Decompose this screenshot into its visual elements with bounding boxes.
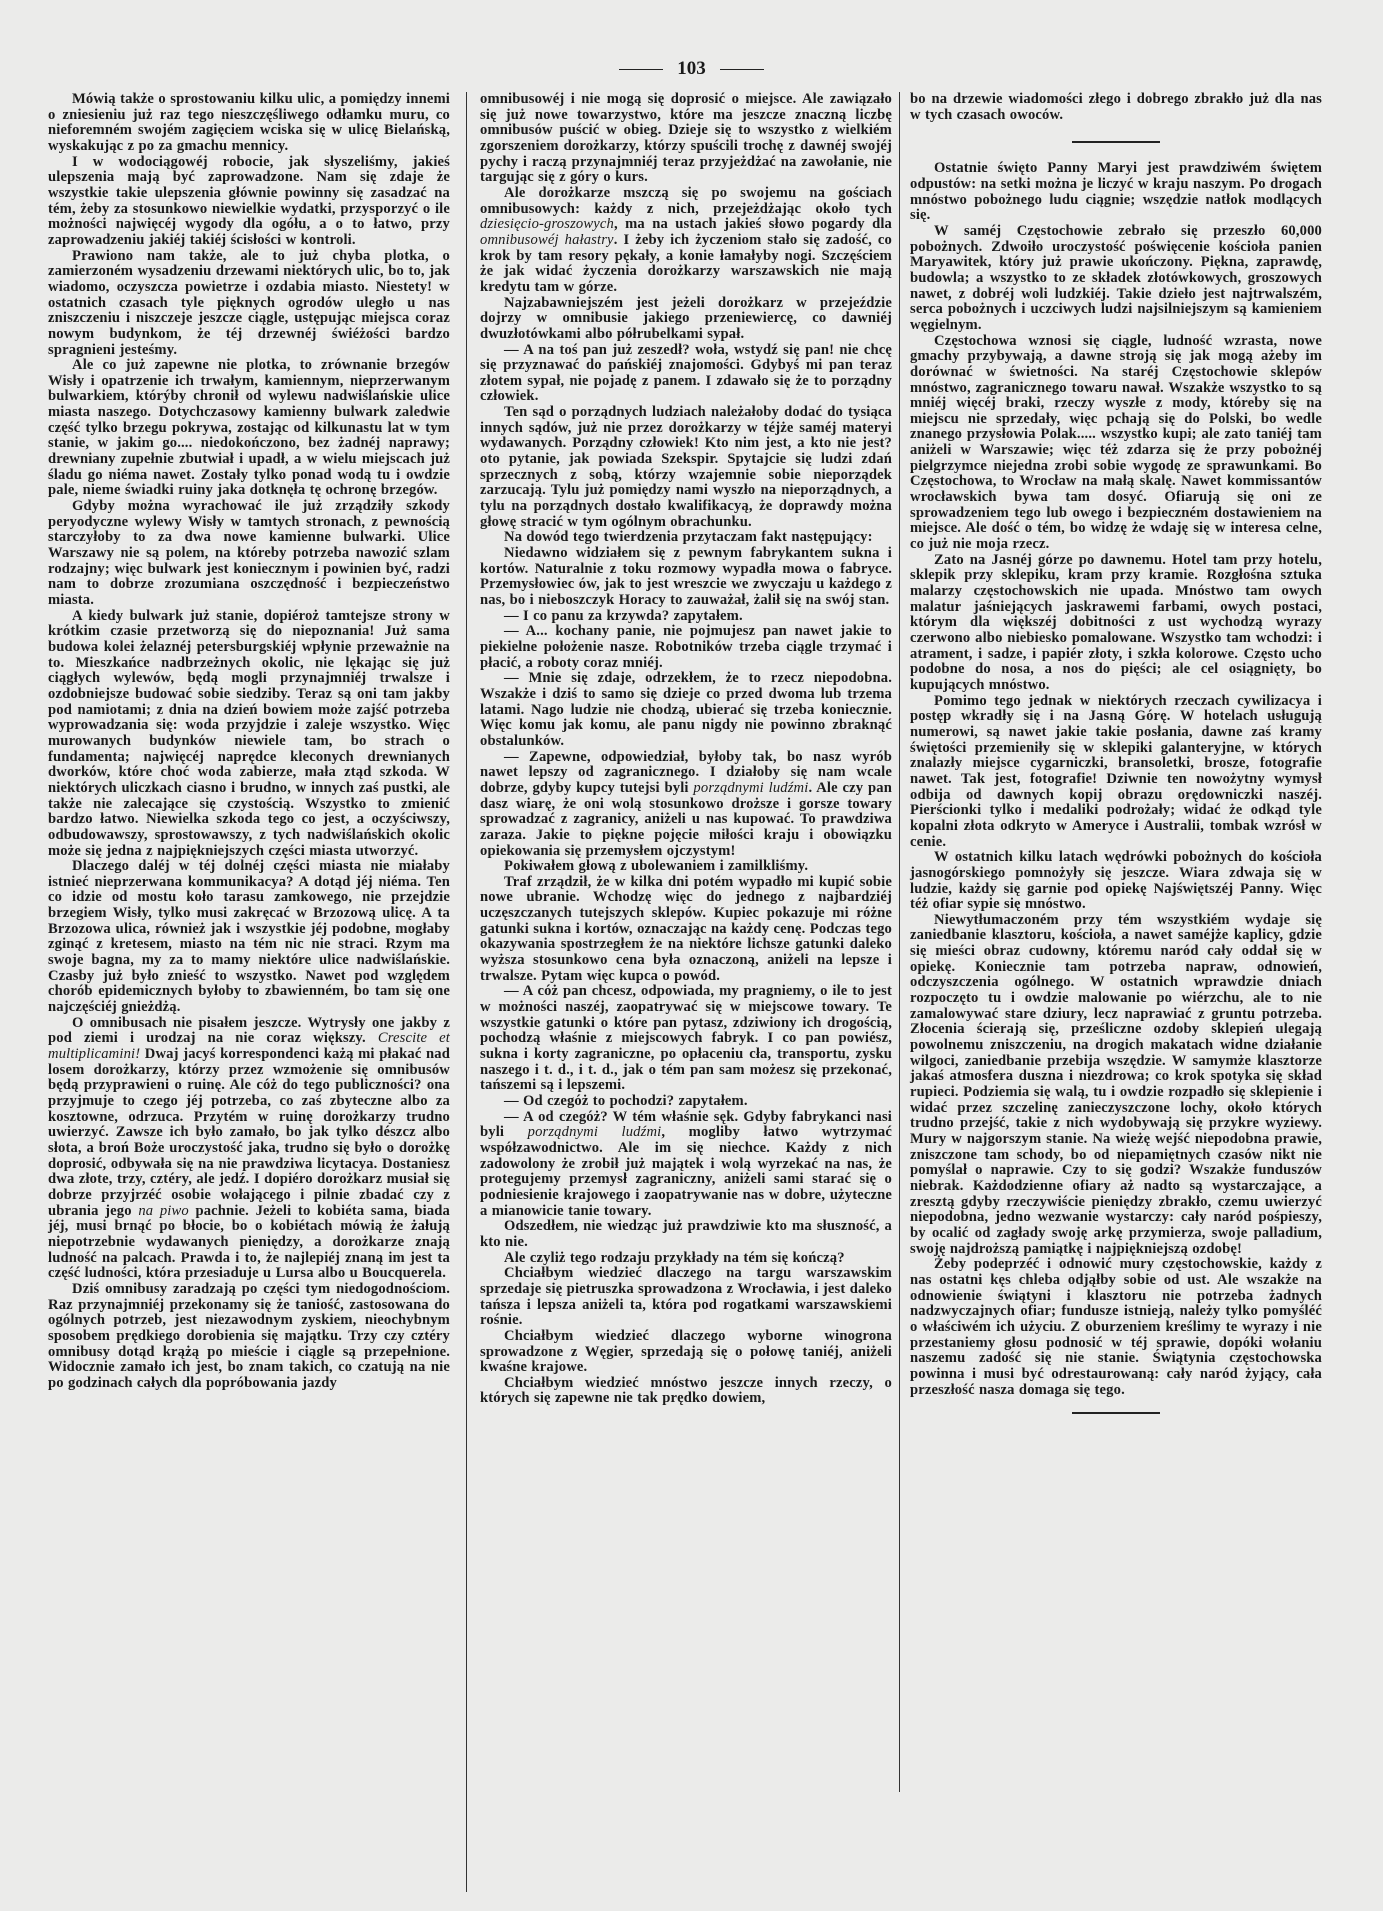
paragraph-text: — I co panu za krzywda? zapytałem. bbox=[504, 607, 743, 624]
article-paragraph bbox=[48, 609, 450, 860]
italic-text: Crescite et multiplicamini! bbox=[48, 1030, 450, 1063]
italic-text: dziesięcio-groszowych bbox=[480, 216, 614, 233]
article-paragraph bbox=[910, 334, 1322, 553]
page-number: 103 bbox=[677, 58, 706, 79]
article-paragraph bbox=[910, 1257, 1322, 1398]
article-paragraph bbox=[48, 155, 450, 249]
paragraph-text: Mówią także o sprostowaniu kilku ulic, a pomiędzy innemi o zniesieniu już raz tego nieszczęśliwego odłamku muru, co nieforemném swojém zagięciem wciska się w ulicę Bielańską, wyskakując z po za gmachu mennicy. bbox=[48, 91, 450, 154]
paragraph-text: Traf zrządził, że w kilka dni potém wypadło mi kupić sobie nowe ubranie. Wchodzę więc do jednego z najbardziéj uczęszczanych tutejszych sklepów. Kupiec pokazuje mi różne gatunki sukna i kortów, oznaczając na każdy cenę. Podczas tego okazywania spostrzegłem że na niektóre lichsze gatunki daleko wyższa stosunkowo cena była oznaczoną, aniżeli na lepsze i trwalsze. Pytam więc kupca o powód. bbox=[480, 873, 892, 984]
paragraph-text: Dziś omnibusy zaradzają po części tym niedogodnościom. Raz przynajmniéj przekonamy się że taniość, zastosowana do ogólnych potrzeb, jest niezawodnym zyskiem, nieochybnym sposobem prędkiego dorobienia się majątku. Trzy czy cztéry omnibusy dotąd krążą po mieście i ciągle są przepełnione. Widocznie zamało ich jest, bo znam takich, co czatują na nie po godzinach całych dla popróbowania jazdy bbox=[48, 1280, 450, 1391]
article-paragraph bbox=[480, 1329, 892, 1376]
paragraph-text: Chciałbym wiedzieć mnóstwo jeszcze innych rzeczy, o których się zapewne nie tak prędko dowiem, bbox=[480, 1374, 892, 1407]
article-paragraph bbox=[480, 984, 892, 1094]
paragraph-text: Niewytłumaczoném przy tém wszystkiém wydaje się zaniedbanie klasztoru, kościoła, a nawet saméjże kaplicy, gdzie się mieści obraz cudowny, któremu naród cały oddał się w opiekę. Koniecznie tam potrzeba napraw, odnowień, odczyszczenia ogólnego. W ostatnich wprawdzie dniach rozpoczęto tu i owdzie malowanie po wiérzchu, ale to nie zamalowywać stare dziury, lecz naprawiać z gruntu potrzeba. Złocenia ścierają się, prześliczne ozdoby sklepień ulegają powolnemu zniszczeniu, na drogich makatach widne działanie wilgoci, zaniedbanie przebija wszędzie. W samymże klasztorze jakaś atmosfera duszna i niezdrowa; co krok spotyka się skład rupieci. Podziemia się walą, tu i owdzie rozpadło się sklepienie i widać przez szczelinę zanieczyszczone lochy, około których trudno przejść, takie z nich wydobywają się przykre wyziewy. Mury w najgorszym stanie. Na wieżę wejść niepodobna prawie, zniszczone tam schody, bo od niepamiętnych czasów nikt nie pomyślał o naprawie. Czy to się godzi? Wszakże funduszów niebrak. Każdodzienne ofiary aż nadto są wystarczające, a zresztą gdyby rzeczywiście pieniędzy zbrakło, czemu uwierzyć niepodobna, jedno wezwanie wystarczy: cały naród pośpieszy, by ocalić od zagłady swoję arkę przymierza, swoje palladium, swoję najdroższą pamiątkę i najpiękniejszą ozdobę! bbox=[910, 911, 1322, 1257]
text-column-2 bbox=[480, 92, 892, 1407]
article-paragraph bbox=[480, 405, 892, 530]
end-divider bbox=[1072, 1412, 1160, 1414]
paragraph-text: I w wodociągowéj robocie, jak słyszeliśmy, jakieś ulepszenia mają być zaprowadzone. Nam się zdaje że wszystkie takie ulepszenia głównie powinny się zasadzać na tém, żeby za stosunkowo niewielkie wydatki, przysporzyć o ile możności najwięcéj wygody dla ogółu, a o to łatwo, przy zaprowadzeniu jakiéj takiéj ścisłości w kontroli. bbox=[48, 153, 450, 248]
article-paragraph bbox=[910, 224, 1322, 334]
italic-text: porządnymi ludźmi bbox=[693, 779, 809, 796]
article-paragraph bbox=[48, 499, 450, 609]
paragraph-text: Odszedłem, nie wiedząc już prawdziwie kto ma słuszność, a kto nie. bbox=[480, 1218, 892, 1250]
article-paragraph bbox=[48, 1016, 450, 1282]
article-paragraph bbox=[910, 92, 1322, 123]
paragraph-text: A kiedy bulwark już stanie, dopiéroż tamtejsze strony w krótkim czasie przetworzą się do niepoznania! Już sama budowa kolei żelaznéj petersburgskiéj wpłynie przeważnie na to. Mieszkańce nadbrzeżnych okolic, nie lękając się już ciągłych wylewów, będą mogli przynajmniéj trwalsze i ozdobniejsze budować sobie siedziby. Teraz są oni tam jakby pod namiotami; z dnia na dzień bowiem może zajść potrzeba wyprowadzania się: woda przyjdzie i zaleje wszystko. Więc murowanych budynków niewiele tam, bo strach o fundamenta; najwięcéj naprędce kleconych drewnianych dworków, które choć woda zabierze, mała ztąd szkoda. W niektórych uliczkach ciasno i brudno, w innych zaś pustki, ale także nie zalecające się czystością. Wszystko to zmienić bardzo łatwo. Niewielka szkoda tego co jest, a oczyściwszy, odbudowawszy, sprostowawszy, z tych nadwiślańskich okolic może się jedna z najpiękniejszych części miasta utworzyć. bbox=[48, 607, 450, 859]
paragraph-text: . I żeby ich życzeniom stało się zadość, co krok by tam resory pękały, a konie łamałyby nogi. Szczęściem że jak widać życzenia dorożkarzy warszawskich nie mają kredytu tam w górze. bbox=[480, 231, 892, 295]
article-paragraph bbox=[480, 1094, 892, 1110]
paragraph-text: — A od czegóż? W tém właśnie sęk. Gdyby fabrykanci nasi byli bbox=[480, 1108, 892, 1141]
paragraph-text: Dlaczego daléj w téj dolnéj części miasta nie miałaby istnieć nieprzerwana kommunikacya? A dotąd jéj niéma. Ten co idzie od mostu koło tarasu zamkowego, nie przejdzie brzegiem Wisły, tylko musi zakręcać w Brzozową ulicę. A ta Brzozowa ulica, również jak i wszystkie jéj podobne, mogłaby zginąć z kretesem, miasto na tém nic nie straci. Rzym ma swoje bagna, my za to mamy niektóre ulice nadwiślańskie. Czasby już było znieść to wszystko. Nawet pod względem chorób epidemicznych byłoby to zbawienném, bo tam się one najczęściéj gnieżdżą. bbox=[48, 858, 450, 1016]
text-column-3 bbox=[910, 92, 1322, 1432]
article-paragraph bbox=[910, 850, 1322, 913]
article-paragraph bbox=[480, 343, 892, 406]
paragraph-text: — Od czegóż to pochodzi? zapytałem. bbox=[504, 1093, 748, 1109]
article-paragraph bbox=[480, 1110, 892, 1220]
article-paragraph bbox=[480, 1376, 892, 1407]
article-paragraph bbox=[48, 249, 450, 359]
paragraph-text: — Mnie się zdaje, odrzekłem, że to rzecz niepodobna. Wszakże i dziś to samo się dzieje co przed dwoma lub trzema latami. Nago ludzie nie chodzą, ubierać się trzeba koniecznie. Więc komu jak komu, ale panu nigdy nie powinno zbraknąć obstalunków. bbox=[480, 670, 892, 749]
article-paragraph bbox=[480, 859, 892, 875]
paragraph-text: W saméj Częstochowie zebrało się przeszło 60,000 pobożnych. Zdwoiło uroczystość poświęcenie kościoła panien Maryawitek, który już prawie ukończony. Piękna, zaprawdę, budowla; a wszystko to ze składek złotówkowych, groszowych nawet, z dobréj woli ludzkiéj. Takie dzieło jest najtrwalszém, serca pobożnych i uczciwych ludzi najsilniejszym są kamieniem węgielnym. bbox=[910, 222, 1322, 333]
paragraph-text: Chciałbym wiedzieć dlaczego wyborne winogrona sprowadzone z Węgier, sprzedają się o połowę taniéj, aniżeli kwaśne krajowe. bbox=[480, 1327, 892, 1376]
paragraph-text: pachnie. Jeżeli to kobiéta sama, biada jéj, musi brnąć po błocie, bo o kobiétach mówią że żałują niepotrzebnie wydawanych pieniędzy, a dorożkarze znają ludność na palcach. Prawda i to, że najlepiéj znaną im jest ta część ludności, która przesiaduje u Lursa albo u Boucquerela. bbox=[48, 1202, 451, 1282]
article-paragraph bbox=[48, 92, 450, 155]
article-paragraph bbox=[480, 875, 892, 985]
paragraph-text: . Ale czy pan dasz wiarę, że oni wolą stosunkowo droższe i gorsze towary sprowadzać z zagranicy, aniżeli u nas kupować. To prawdziwa zaraza. Jakie to piękne pojęcie miłości kraju i obowiązku opiekowania się przemysłem ojczystym! bbox=[480, 779, 893, 859]
article-paragraph bbox=[48, 1282, 450, 1392]
article-paragraph bbox=[480, 186, 892, 296]
article-paragraph bbox=[910, 694, 1322, 851]
paragraph-text: Pomimo tego jednak w niektórych rzeczach cywilizacya i postęp wkradły się i na Jasną Górę. W hotelach usługują numerowi, są nawet jakie takie posłania, dawne zaś kramy świętości przemieniły się w sklepiki galanteryjne, w których znalazły miejsce cygarniczki, bransoletki, brosze, fotografie nawet. Tak jest, fotografie! Dziwnie ten nowożytny wymysł odbija od dawnych kopij obrazu orędowniczki naszéj. Pierścionki tylko i medaliki podrożały; widać że odkąd tyle kopalni złota odkryto w Ameryce i Australii, tombak wzrósł w cenie. bbox=[910, 692, 1322, 850]
article-paragraph bbox=[910, 161, 1322, 224]
paragraph-text: Najzabawniejszém jest jeżeli dorożkarz w przejeździe dojrzy w omnibusie jakiego przeniewiercę, co dawniéj dwuzłotówkami albo półrubelkami sypał. bbox=[480, 294, 892, 342]
article-paragraph bbox=[480, 750, 892, 860]
article-paragraph bbox=[48, 358, 450, 499]
article-paragraph bbox=[480, 1219, 892, 1250]
article-paragraph bbox=[480, 1251, 892, 1267]
paragraph-text: , mogliby łatwo wytrzymać współzawodnictwo. Ale im się niechce. Każdy z nich zadowolony że zrobił już majątek i wolą wyrzekać na nas, że protegujemy przemysł zagraniczny, aniżeli sami starać się o podniesienie krajowego i zaopatrywanie nas w dobre, użyteczne a mianowicie tanie towary. bbox=[480, 1124, 892, 1219]
paragraph-text: Pokiwałem głową z ubolewaniem i zamilkliśmy. bbox=[504, 858, 809, 875]
paragraph-text: Gdyby można wyrachować ile już zrządziły szkody peryodyczne wylewy Wisły w tamtych stronach, z pewnością starczyłoby to za dwa nowe kamienne bulwarki. Ulice Warszawy nie są polem, na któreby potrzeba nawozić szlam rodzajny; więc bulwark jest koniecznym i powinien być, radzi nam to dobrze zrozumiana oszczędność i bezpieczeństwo miasta. bbox=[48, 498, 450, 608]
paragraph-text: Ten sąd o porządnych ludziach należałoby dodać do tysiąca innych sądów, już nie przez dorożkarzy w téjże saméj materyi wydawanych. Porządny człowiek! Kto nim jest, a kto nie jest? oto pytanie, jak powiada Szekspir. Spytajcie się ludzi zdań sprzecznych z sobą, którzy wzajemnie sobie nieporządek zarzucają. Tylu już pomiędzy nami wyszło na nieporządnych, a tylu na porządnych dostało kwalifikacyą, że doprawdy można głowę stracić w tym ogólnym obrachunku. bbox=[480, 404, 892, 530]
column-divider-2 bbox=[899, 92, 900, 1792]
article-paragraph bbox=[480, 624, 892, 671]
header-dash-left bbox=[619, 69, 663, 70]
paragraph-text: O omnibusach nie pisałem jeszcze. Wytrysły one jakby z pod ziemi i urodzaj na nie coraz większy. bbox=[48, 1014, 450, 1047]
article-paragraph bbox=[48, 859, 450, 1016]
paragraph-text: Chciałbym wiedzieć dlaczego na targu warszawskim sprzedaje się pietruszka sprowadzona z Wrocławia, i jest daleko tańsza i lepsza aniżeli ta, która pod rogatkami warszawskiemi rośnie. bbox=[480, 1265, 892, 1329]
article-paragraph bbox=[480, 609, 892, 625]
article-paragraph bbox=[910, 553, 1322, 694]
italic-text: porządnymi ludźmi bbox=[527, 1124, 662, 1141]
article-paragraph bbox=[480, 530, 892, 546]
paragraph-text: Prawiono nam także, ale to już chyba plotka, o zamierzoném wysadzeniu drzewami niektórych ulic, bo to, jak wiadomo, oczyszcza powietrze i ozdabia miasto. Niestety! w ostatnich czasach tyle pięknych ogrodów uległo u nas zniszczeniu i niszczeje jeszcze ciągle, ustępując miejsca coraz nowym budynkom, że téj drzewnéj świéżości bardzo spragnieni jesteśmy. bbox=[48, 247, 450, 358]
paragraph-text: Ale czyliż tego rodzaju przykłady na tém się kończą? bbox=[504, 1249, 845, 1266]
column-divider-1 bbox=[466, 92, 467, 1892]
paragraph-text: , ma na ustach jakieś słowo pogardy dla bbox=[613, 216, 892, 233]
italic-text: omnibusowéj hałastry bbox=[480, 231, 614, 248]
paragraph-text: omnibusowéj i nie mogą się doprosić o miejsce. Ale zawiązało się już nowe towarzystwo, które ma jeszcze znaczną liczbę omnibusów puścić w obieg. Dzieje się to wszystko z wielkiém zgorszeniem dorożkarzy, którzy spuścili trochę z dawnéj swojéj pychy i raczą przynajmniéj teraz przyjeżdżać na zawołanie, nie targując się z góry o kurs. bbox=[480, 91, 892, 186]
paragraph-text: — A... kochany panie, nie pojmujesz pan nawet jakie to piekielne położenie nasze. Robotników trzeba ciągle trzymać i płacić, a roboty coraz mniéj. bbox=[480, 623, 892, 671]
paragraph-text: Częstochowa wznosi się ciągle, ludność wzrasta, nowe gmachy przybywają, a dawne stroją się jak mogą ażeby im dorównać w świetności. Na staréj Częstochowie sklepów mnóstwo, zagranicznego towaru nawał. Wszakże wszystko to są mniéj więcéj braki, rzeczy wyszłe z mody, któreby się na miejscu nie sprzedały, więc pchają się do Polski, bo wedle znanego przysłowia Polak..... wszystko kupi; ale zato taniéj tam aniżeli w Warszawie; więc téż zdarza się że przy pobożnéj pielgrzymce niejedna zrobi sobie wygodę ze sprawunkami. Bo Częstochowa, to Wrocław na małą skalę. Nawet kommissantów wrocławskich bywa tam dosyć. Ofiarują się oni ze sprowadzeniem tego lub owego i bezpieczném dostawieniem na miejsce. Ale dość o tém, bo widzę że wdaję się w interesa celne, co już nie moja rzecz. bbox=[910, 332, 1322, 553]
article-paragraph bbox=[480, 546, 892, 609]
paragraph-text: Ale co już zapewne nie plotka, to zrównanie brzegów Wisły i opatrzenie ich trwałym, kamiennym, nieprzerwanym bulwarkiem, którýby chronił od wylewu nadwiślańskie ulice miasta naszego. Dotychczasowy kamienny bulwark zaledwie część tylko brzegu pokrywa, zostając od kilkunastu lat w tym stanie, w jakim go.... niedokończono, bez żadnéj naprawy; drewniany zupełnie zbutwiał i upadł, a w wielu miejscach już śladu go niéma nawet. Zostały tylko ponad wodą tu i owdzie pale, nieme świadki ruiny jaka dotknęła tę ochronę brzegów. bbox=[48, 357, 450, 499]
paragraph-text: Dwaj jacyś korrespondenci każą mi płakać nad losem dorożkarzy, którzy przez wzmożenie się omnibusów będą przyprawieni o ruinę. Ale cóż do tego publiczności? ona przyjmuje to czego jéj potrzeba, co zaś zbyteczne albo za kosztowne, odrzuca. Przytém w ruinę dorożkarzy trudno uwierzyć. Zawsze ich było zamało, bo jak tylko dészcz albo słota, a broń Boże uroczystość jaka, trudno się było o dorożkę doprosić, odbywała się na nie prawdziwa licytacya. Dostaniesz dwa złote, trzy, cztéry, ale jedź. I dopiéro dorożkarz musiał się dobrze przyjrzéć osobie wołającego i pilnie zbadać czy z ubrania jego bbox=[48, 1046, 450, 1219]
paragraph-text: Na dowód tego twierdzenia przytaczam fakt następujący: bbox=[504, 529, 873, 546]
paragraph-text: Żeby podeprzéć i odnowić mury częstochowskie, każdy z nas ostatni kęs chleba odjąłby sobie od ust. Ale wszakże na odnowienie świątyni i klasztoru nie potrzeba żadnych nadzwyczajnych ofiar; fundusze istnieją, należy tylko pomyśléć o właściwém ich użyciu. Z oburzeniem kreślimy te wyrazy i nie przestaniemy głosu podnosić w téj sprawie, dopóki wołaniu naszemu zadość się nie stanie. Świątynia częstochowska powinna i musi być odrestaurowaną: cały naród żyjący, cała przeszłość nasza domaga się tego. bbox=[910, 1256, 1322, 1398]
paragraph-text: W ostatnich kilku latach wędrówki pobożnych do kościoła jasnogórskiego pomnożyły się jeszcze. Wiara zdwaja się w ludzie, każdy się garnie pod opiekę Najświętszéj Panny. Więc téż ofiar sypie się mnóstwo. bbox=[910, 849, 1322, 913]
article-paragraph bbox=[480, 1266, 892, 1329]
italic-text: na piwo bbox=[138, 1202, 189, 1219]
paragraph-text: — Zapewne, odpowiedział, byłoby tak, bo nasz wyrób nawet lepszy od zagranicznego. I działoby się nam wcale dobrze, gdyby kupcy tutejsi byli bbox=[480, 748, 892, 796]
section-divider bbox=[1072, 141, 1160, 143]
header-dash-right bbox=[720, 69, 764, 70]
paragraph-text: Ale dorożkarze mszczą się po swojemu na gościach omnibusowych: każdy z nich, przejeżdżając około tych bbox=[480, 184, 892, 217]
page-header bbox=[0, 58, 1383, 80]
article-paragraph bbox=[480, 671, 892, 749]
paragraph-text: — A na toś pan już zeszedł? woła, wstydź się pan! nie chcę się przyznawać do pańskiéj znajomości. Gdybyś mi pan teraz złotem sypał, nie pojadę z panem. I zdawało się że to porządny człowiek. bbox=[480, 341, 892, 405]
paragraph-text: Zato na Jasnéj górze po dawnemu. Hotel tam przy hotelu, sklepik przy sklepiku, kram przy kramie. Rozgłośna sztuka malarzy częstochowskich nie upada. Mnóstwo tam owych malatur jaśniejących jaskrawemi farbami, owych postaci, którym dla większéj dobitności z ust wychodzą wyrazy czerwono albo niebiesko pomalowane. Wszystko tam wchodzi: i atrament, i sadze, i papiér złoty, i szkła kolorowe. Często ucho podobne do nosa, a nos do pięści; ale cel osiągnięty, bo kupujących mnóstwo. bbox=[910, 551, 1322, 693]
paragraph-text: — A cóż pan chcesz, odpowiada, my pragniemy, o ile to jest w możności naszéj, zaopatrywać się w miejscowe towary. Te wszystkie gatunki o które pan pytasz, zdziwiony ich drogością, pochodzą właśnie z miejscowych fabryk. I co pan powiész, sukna i korty zagraniczne, po opłaceniu cła, transportu, zysku naszego i t. d., i t. d., jak o tém pan sam możesz się przekonać, tańszemi są i lepszemi. bbox=[480, 983, 892, 1094]
paragraph-text: Niedawno widziałem się z pewnym fabrykantem sukna i kortów. Naturalnie z toku rozmowy wypadła mowa o fabryce. Przemysłowiec ów, jak to jest wreszcie we zwyczaju u każdego z nas, bo i nieboszczyk Horacy to zauważał, żalił się na swój stan. bbox=[480, 545, 892, 608]
article-paragraph bbox=[480, 92, 892, 186]
article-paragraph bbox=[480, 296, 892, 343]
paragraph-text: bo na drzewie wiadomości złego i dobrego zbrakło już dla nas w tych czasach owoców. bbox=[910, 91, 1322, 123]
paragraph-text: Ostatnie święto Panny Maryi jest prawdziwém świętem odpustów: na setki można je liczyć w kraju naszym. Po drogach mnóstwo pobożnego ludu ciągnie; wszędzie natłok modlących się. bbox=[910, 160, 1322, 224]
article-paragraph bbox=[910, 913, 1322, 1257]
text-column-1 bbox=[48, 92, 450, 1391]
